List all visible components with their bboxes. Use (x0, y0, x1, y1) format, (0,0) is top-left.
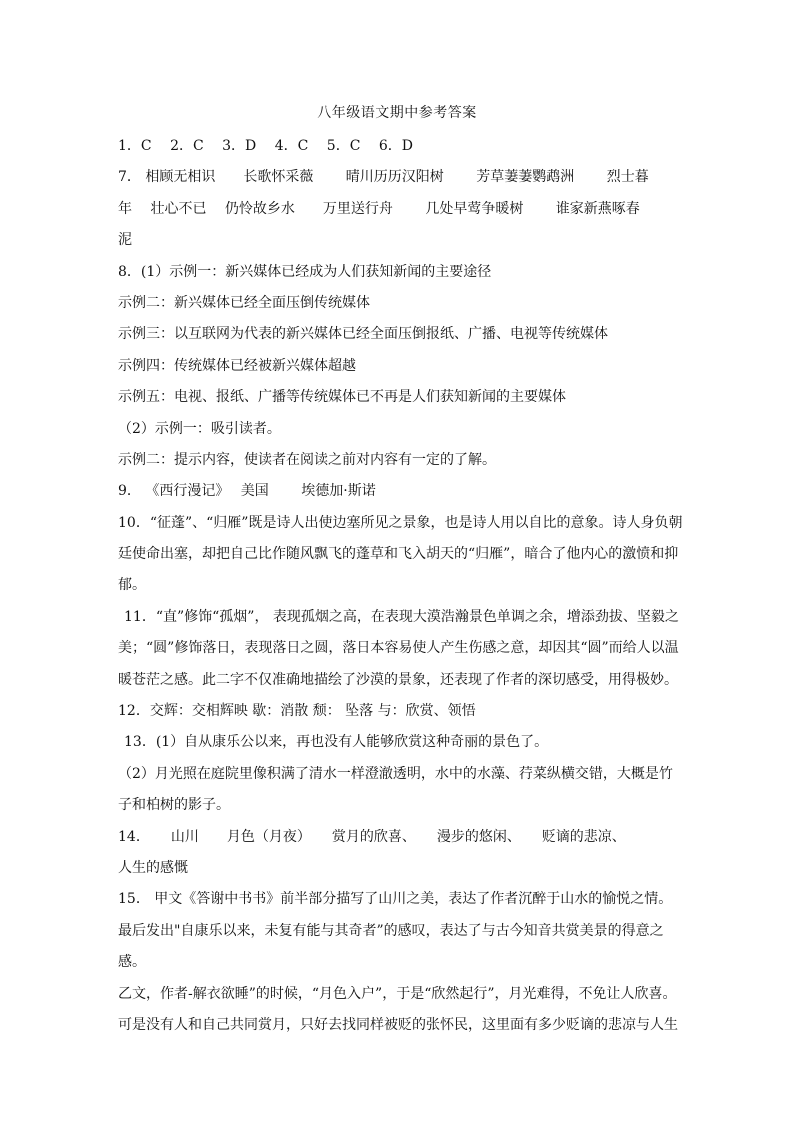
document-title: 八年级语文期中参考答案 (317, 105, 477, 121)
answer-line-8-ex5: 示例五：电视、报纸、广播等传统媒体已不再是人们获知新闻的主要媒体 (118, 389, 566, 406)
answer-line-7-end: 泥 (118, 232, 132, 249)
answer-line-8-2-ex2: 示例二：提示内容，使读者在阅读之前对内容有一定的了解。 (118, 451, 496, 468)
answer-line-15-yi-cont: 可是没有人和自己共同赏月，只好去找同样被贬的张怀民，这里面有多少贬谪的悲凉与人生 (118, 1016, 678, 1033)
answer-line-10: 10．“征蓬”、“归雁”既是诗人出使边塞所见之景象，也是诗人用以自比的意象。诗人身负朝 (118, 514, 683, 531)
answer-line-11-cont: 美；“圆”修饰落日，表现落日之圆，落日本容易使人产生伤感之意，却因其“圆”而给人以温 (118, 640, 679, 657)
answer-line-12: 12．交辉：交相辉映 歇：消散 颓： 坠落 与：欣赏、领悟 (118, 703, 476, 720)
answer-line-15: 15． 甲文《答谢中书书》前半部分描写了山川之美，表达了作者沉醉于山水的愉悦之情。 (118, 891, 673, 908)
answer-line-8: 8．(1）示例一：新兴媒体已经成为人们获知新闻的主要途径 (118, 263, 492, 280)
answer-line-15-cont: 最后发出"自康乐以来，未复有能与其奇者”的感叹，表达了与古今知音共赏美景的得意之 (118, 922, 664, 939)
answer-line-8-ex3: 示例三：以互联网为代表的新兴媒体已经全面压倒报纸、广播、电视等传统媒体 (118, 326, 608, 343)
answer-line-7-cont: 年 壮心不已 仍怜故乡水 万里送行舟 几处早莺争暖树 谁家新燕啄春 (118, 200, 640, 217)
answer-line-10-cont: 廷使命出塞，却把自己比作随风飘飞的蓬草和飞入胡天的“归雁”，暗合了他内心的激愤和抑 (118, 546, 679, 563)
answer-line-13-2: （2）月光照在庭院里像积满了清水一样澄澈透明，水中的水藻、荇菜纵横交错，大概是竹 (118, 765, 673, 782)
answer-line-15-end: 感。 (118, 954, 146, 971)
answer-line-8-ex2: 示例二：新兴媒体已经全面压倒传统媒体 (118, 294, 370, 311)
answer-line-8-2: （2）示例一：吸引读者。 (118, 420, 281, 437)
answer-line-10-end: 郁。 (118, 577, 146, 594)
answer-line-8-ex4: 示例四：传统媒体已经被新兴媒体超越 (118, 357, 356, 374)
answer-body (118, 131, 684, 1041)
answer-line-11: 11．“直”修饰“孤烟”， 表现孤烟之高，在表现大漠浩瀚景色单调之余，增添劲拔、坚毅之 (124, 608, 679, 625)
answer-line-14: 14． 山川 月色（月夜） 赏月的欣喜、 漫步的悠闲、 贬谪的悲凉、 (118, 828, 626, 845)
answer-line-7: 7． 相顾无相识 长歌怀采薇 晴川历历汉阳树 芳草萋萋鹦鹉洲 烈士暮 (118, 169, 649, 186)
answer-line-15-yi: 乙文，作者-解衣欲睡”的时候，“月色入户”，于是“欣然起行”，月光难得，不免让人欣喜。 (118, 985, 677, 1002)
answer-line-choice: 1．C 2．C 3．D 4．C 5．C 6．D (118, 138, 413, 154)
answer-line-13: 13．(1）自从康乐公以来，再也没有人能够欣赏这种奇丽的景色了。 (124, 734, 549, 751)
answer-line-9: 9． 《西行漫记》 美国 埃德加·斯诺 (118, 483, 376, 500)
answer-line-13-2-end: 子和柏树的影子。 (118, 797, 230, 814)
answer-line-14-end: 人生的感慨 (118, 859, 188, 876)
answer-line-11-end: 暖苍茫之感。此二字不仅准确地描绘了沙漠的景象，还表现了作者的深切感受，用得极妙。 (118, 671, 678, 688)
